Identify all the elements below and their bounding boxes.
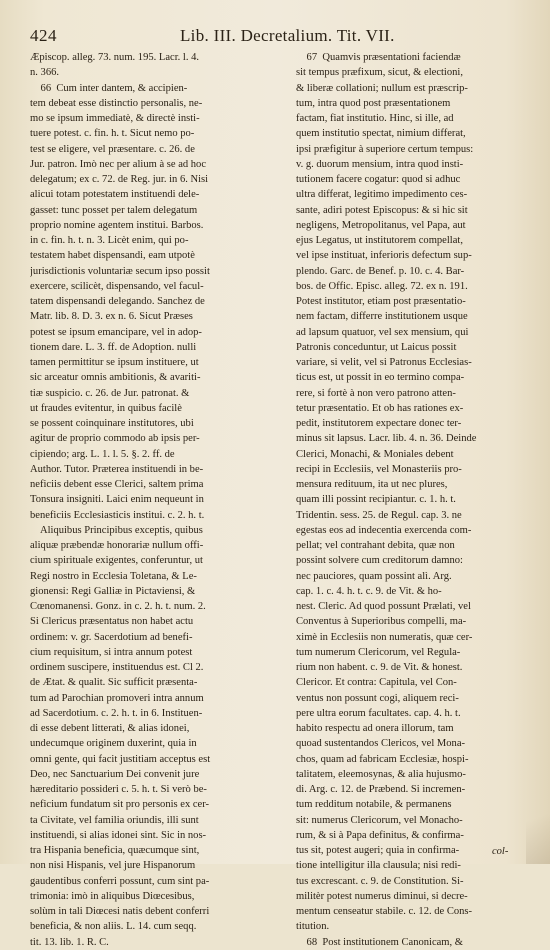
text-line: tum, intra quod post præsentationem	[296, 97, 451, 109]
text-line: tum numerum Clericorum, vel Regula-	[296, 646, 461, 658]
text-line: tum redditum notabile, & permanens	[296, 799, 452, 811]
text-line: rum, & si à Papa definitus, & confirma-	[296, 829, 464, 841]
text-line: ximè in Ecclesiis non numeratis, quæ cer-	[296, 631, 473, 643]
text-line: militèr potest numerus diminui, si decre-	[296, 890, 468, 902]
text-line: Tridentin. sess. 25. de Regul. cap. 3. ne	[296, 509, 462, 521]
text-line: cipiendo; arg. L. 1. l. 5. §. 2. ff. de	[30, 448, 175, 460]
text-line: pellat; vel contrahant debita, quæ non	[296, 540, 455, 551]
text-line: tra Hispania beneficia, quæcumque sint,	[30, 845, 200, 856]
text-line: cium requisitum, si intra annum potest	[30, 646, 193, 658]
text-line: ut fraudes evitentur, in quibus facilè	[30, 402, 182, 414]
text-line: neficium fundatum sit pro personis ex cer-	[30, 799, 210, 811]
text-line: n. 366.	[30, 67, 60, 79]
text-line: mensura redituum, ita ut nec plures,	[296, 479, 448, 490]
text-line: agitur de proprio commodo ab ipsis per-	[30, 433, 200, 445]
text-line: vel ipse instituat, inferioris defectum sup-	[296, 250, 472, 262]
text-line: Aliquibus Principibus exceptis, quibus	[30, 524, 203, 536]
text-line: ejus Legatus, ut institutorem compellat,	[296, 235, 463, 246]
text-line: omni gente, qui facit justitiam acceptus est	[30, 753, 211, 765]
page-number: 424	[30, 26, 57, 45]
text-line: potest se ipsum emancipare, vel in adop-	[30, 326, 202, 338]
text-line: sit: numerus Clericorum, vel Monacho-	[296, 814, 463, 826]
right-column	[296, 50, 528, 950]
text-line: Si Clericus præsentatus non habet actu	[30, 616, 194, 628]
text-line: pedit, institutorem expectare donec ter-	[296, 418, 462, 429]
text-line: possint solvere cum creditorum damno:	[296, 555, 463, 567]
page-edge-shadow	[526, 744, 550, 864]
page-header	[30, 26, 520, 48]
text-line: chos, quam ad fabricam Ecclesiæ, hospi-	[296, 753, 469, 765]
text-line: sante, adiri potest Episcopus: & si hic sit	[296, 204, 468, 216]
text-line: nem factam, differre institutionem usque	[296, 311, 468, 323]
text-line: variare, si velit, vel si Patronus Ecclesias-	[296, 357, 472, 368]
text-line: habito respectu ad onera illorum, tam	[296, 723, 454, 734]
text-line: Æpiscop. alleg. 73. num. 195. Lacr. l. 4.	[30, 52, 200, 63]
text-line: Patronis conceduntur, ut Laicus possit	[296, 341, 457, 353]
text-line: jurisdictionis voluntariæ secum ipso possit	[30, 265, 210, 277]
text-line: tiæ suspicio. c. 26. de Jur. patronat. &	[30, 387, 190, 399]
text-line: ordinem suscipere, instituendus est. Cl 2.	[30, 662, 204, 673]
text-line: 66 Cum inter dantem, & accipien-	[30, 82, 188, 94]
text-line: exercere, scilicèt, dispensando, vel facul-	[30, 280, 204, 292]
text-line: test se eligere, vel præsentare. c. 26. de	[30, 143, 195, 155]
text-line: plendo. Garc. de Benef. p. 10. c. 4. Bar-	[296, 265, 465, 277]
text-line: ipsi præfigitur à superiore certum tempus:	[296, 143, 474, 155]
text-line: di. Arg. c. 12. de Præbend. Si incremen-	[296, 784, 466, 795]
text-line: titution.	[296, 921, 330, 933]
text-line: Conventus à Superioribus compelli, ma-	[296, 616, 467, 628]
catchword: col-	[492, 846, 509, 857]
text-line: negligens, Metropolitanus, vel Papa, aut	[296, 219, 466, 231]
text-line: quoad sustentandos Clericos, vel Mona-	[296, 738, 466, 750]
text-line: tuere potest. c. fin. h. t. Sicut nemo po-	[30, 128, 195, 140]
text-line: recipi in Ecclesiis, vel Monasteriis pro-	[296, 463, 462, 475]
text-line: ultra differat, legitimo impedimento ces-	[296, 189, 468, 201]
text-line: aliquæ præbendæ honorariæ nullum offi-	[30, 540, 204, 551]
text-line: solùm in tali Diœcesi natis debent conferri	[30, 906, 210, 917]
text-line: cap. 1. c. 4. h. t. c. 9. de Vit. & ho-	[296, 585, 442, 597]
text-line: ad Sacerdotium. c. 2. h. t. in 6. Instituen-	[30, 707, 203, 719]
text-line: tetur præsentatio. Et ob has rationes ex-	[296, 402, 464, 414]
text-line: pere ultra eorum facultates. cap. 4. h. t.	[296, 707, 461, 719]
text-line: di esse debent litterati, & alias idonei,	[30, 723, 190, 734]
text-line: trimonia: imò in aliquibus Diœcesibus,	[30, 890, 195, 902]
text-line: proprio nomine agentem institui. Barbos.	[30, 219, 204, 231]
text-line: ad lapsum quatuor, vel sex mensium, qui	[296, 326, 469, 338]
text-line: non nisi Hispanis, vel jure Hispanorum	[30, 860, 196, 872]
text-line: Regi nostro in Ecclesia Toletana, & Le-	[30, 570, 197, 582]
text-line: instituendi, si alias idonei sint. Sic in nos-	[30, 829, 207, 841]
text-line: Cœnomanensi. Gonz. in c. 2. h. t. num. 2.	[30, 601, 206, 612]
text-line: tione intelligitur illa clausula; nisi redi-	[296, 860, 461, 872]
text-line: gasset: tunc posset per talem delegatum	[30, 204, 198, 216]
text-line: beneficiis Ecclesiasticis institui. c. 2. h. t.	[30, 509, 205, 521]
text-line: tionem dare. L. 3. ff. de Adoption. nulli	[30, 341, 197, 353]
text-line: se possent coinquinare institutores, ubi	[30, 418, 194, 429]
text-line: talitatem, eleemosynas, & alia hujusmo-	[296, 768, 466, 780]
text-line: tus sit, potest augeri; quia in confirma-	[296, 845, 460, 856]
text-line: mo se ipsum immediatè, & directè insti-	[30, 113, 200, 124]
text-line: testatem habet dispensandi, eam utpotè	[30, 250, 195, 262]
text-line: alicui totam potestatem instituendi dele-	[30, 189, 200, 201]
text-line: Clericor. Et contra: Capitula, vel Con-	[296, 677, 457, 689]
text-line: 67 Quamvis præsentationi faciendæ	[296, 52, 461, 63]
text-line: hæreditario possideri c. 5. h. t. Si verò be-	[30, 784, 207, 795]
text-line: ventus non possunt cogi, aliquem reci-	[296, 692, 459, 704]
text-line: 68 Post institutionem Canonicam, &	[296, 936, 463, 948]
text-line: tatem dispensandi delegando. Sanchez de	[30, 296, 205, 307]
text-line: quam illi possint recipiantur. c. 1. h. t.	[296, 494, 456, 506]
text-line: delegatum; ex c. 72. de Reg. jur. in 6. Nisi	[30, 174, 209, 185]
text-line: & liberæ collationi; nullum est præscrip-	[296, 82, 468, 94]
text-line: in c. fin. h. t. n. 3. Licèt enim, qui po-	[30, 235, 189, 246]
text-line: cium spirituale exigentes, conferuntur, ut	[30, 555, 203, 567]
text-line: de Ætat. & qualit. Sic sufficit præsenta-	[30, 677, 198, 689]
text-line: Clerici, Monachi, & Moniales debent	[296, 448, 454, 460]
text-line: Tonsura insigniti. Laici enim nequeunt in	[30, 494, 204, 506]
text-line: tamen permittitur se ipsum instituere, ut	[30, 357, 199, 368]
text-line: Jur. patron. Imò nec per alium à se ad hoc	[30, 158, 207, 170]
text-line: bos. de Offic. Episc. alleg. 72. ex n. 191.	[296, 280, 468, 292]
text-line: beneficia, & non aliis. L. 14. cum seqq.	[30, 921, 197, 933]
text-line: nest. Cleric. Ad quod possunt Prælati, vel	[296, 601, 471, 612]
running-head: Lib. III. Decretalium. Tit. VII.	[180, 26, 395, 45]
text-line: Potest institutor, etiam post præsentatio-	[296, 296, 466, 307]
text-line: neficiis debent esse Clerici, saltem prima	[30, 479, 204, 490]
text-line: tutionem facere cogatur: quod si adhuc	[296, 174, 461, 185]
text-line: tum ad Parochian promoveri intra annum	[30, 692, 204, 704]
text-line: gionensi: Regi Galliæ in Pictaviensi, &	[30, 585, 196, 597]
text-line: quem institutio spectat, nimium differat,	[296, 128, 466, 140]
text-line: Author. Tutor. Præterea instituendi in be-	[30, 463, 204, 475]
text-line: egestas eos ad indecentia exercenda com-	[296, 524, 472, 536]
text-line: tit. 13. lib. 1. R. C.	[30, 936, 109, 948]
text-line: gaudentibus conferri possunt, cum sint pa-	[30, 875, 210, 887]
text-line: sit tempus præfixum, sicut, & electioni,	[296, 67, 463, 79]
text-line: rere, si fortè à non vero patrono atten-	[296, 387, 456, 399]
left-column	[30, 50, 275, 950]
text-line: ta Civitate, vel familia oriundis, illi sunt	[30, 814, 199, 826]
text-line: rium non habent. c. 9. de Vit. & honest.	[296, 662, 463, 673]
text-line: mentum censeatur stabile. c. 12. de Cons-	[296, 906, 473, 917]
text-line: v. g. duorum mensium, intra quod insti-	[296, 158, 464, 170]
text-line: tus excrescant. c. 9. de Constitution. Si-	[296, 875, 464, 887]
text-line: ticus est, ut possit in eo termino compa-	[296, 372, 465, 384]
text-line: factam, fiat institutio. Hinc, si ille, ad	[296, 113, 454, 124]
text-line: undecumque originem duxerint, quia in	[30, 738, 197, 750]
text-line: minus sit lapsus. Lacr. lib. 4. n. 36. Deinde	[296, 433, 477, 445]
text-line: nec pauciores, quam possint alì. Arg.	[296, 570, 452, 582]
text-line: ordinem: v. gr. Sacerdotium ad benefi-	[30, 631, 193, 643]
text-line: Matr. lib. 8. D. 3. ex n. 6. Sicut Præses	[30, 311, 193, 323]
text-line: Deo, nec Sanctuarium Dei convenit jure	[30, 768, 200, 780]
text-line: sic arceatur omnis ambitionis, & avariti-	[30, 372, 201, 384]
text-line: tem debeat esse distinctio personalis, ne-	[30, 97, 203, 109]
